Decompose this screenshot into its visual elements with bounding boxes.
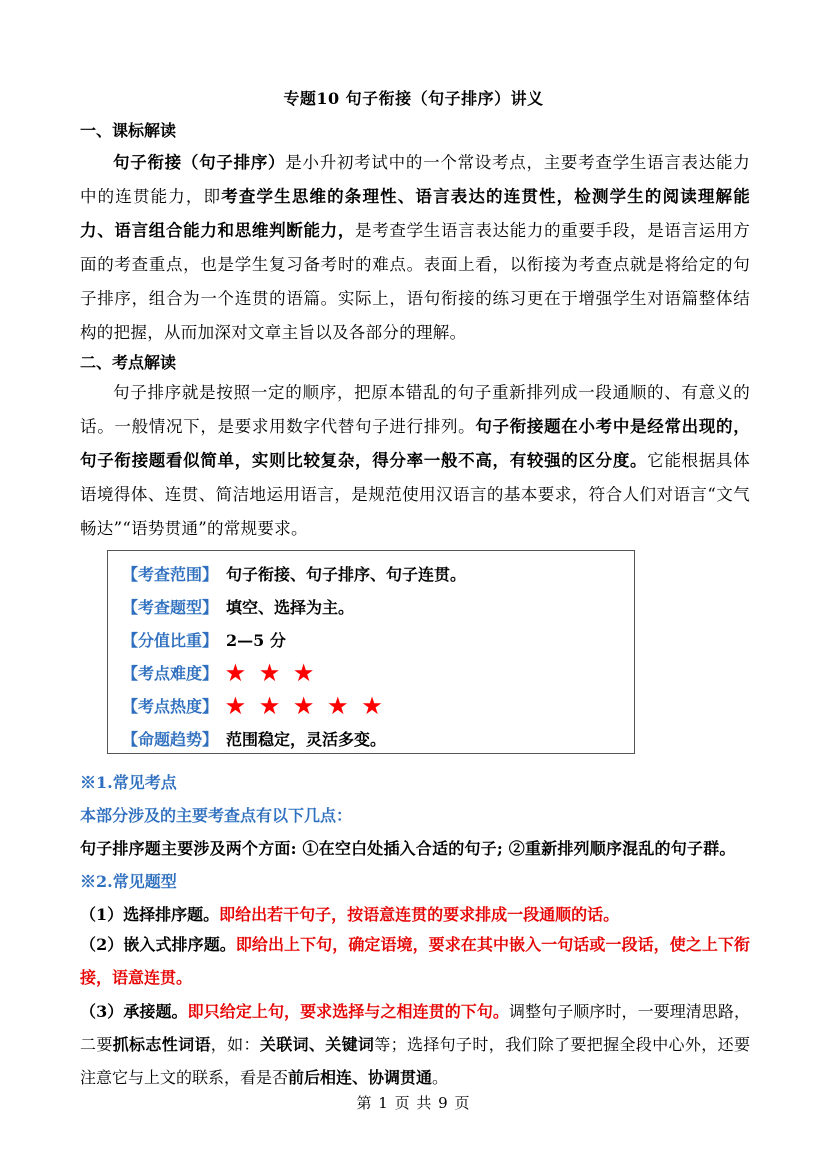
box-row-difficulty xyxy=(122,660,317,684)
type-item-2-desc: 即给出上下句，确定语境，要求在其中嵌入一句话或一段话，使之上下衔接，语意连贯。 xyxy=(80,935,750,987)
type-item-3-label: （3）承接题。 xyxy=(80,1002,188,1021)
common-points-text: 句子排序题主要涉及两个方面: ①在空白处插入合适的句子; ②重新排列顺序混乱的句子群。 xyxy=(80,839,736,858)
section2-paragraph xyxy=(80,376,750,546)
type-item-1 xyxy=(80,902,619,925)
box-label-difficulty: 【考点难度】 xyxy=(122,663,219,683)
type-item-3-text-3: 等；选择句子时，我们除了要把握全段中心外，还要注意它与上文的联系，看是否 xyxy=(80,1035,750,1087)
type-item-3-text-1: 调整句子顺序时，一要理清思路，二要 xyxy=(80,1002,750,1054)
section2-text-2: 它能根据具体语境得体、连贯、简洁地运用语言，是规范使用汉语言的基本要求，符合人们对语言“文气畅达”“语势贯通”的常规要求。 xyxy=(80,451,750,538)
document-title: 专题10 句子衔接（句子排序）讲义 xyxy=(283,89,544,108)
box-label-score: 【分值比重】 xyxy=(122,630,219,650)
box-row-scope xyxy=(122,561,466,585)
box-value-trend: 范围稳定，灵活多变。 xyxy=(226,729,387,749)
type-item-3 xyxy=(80,995,750,1094)
section2-text-1: 句子排序就是按照一定的顺序，把原本错乱的句子重新排列成一段通顺的、有意义的话。一般情况下，是要求用数字代替句子进行排列。 xyxy=(80,383,750,436)
box-value-scope: 句子衔接、句子排序、句子连贯。 xyxy=(226,564,467,584)
section2-heading: 二、考点解读 xyxy=(80,353,177,372)
type-item-2 xyxy=(80,928,750,994)
exam-info-box xyxy=(107,550,635,754)
section1-heading: 一、课标解读 xyxy=(80,121,177,140)
box-label-type: 【考查题型】 xyxy=(122,597,219,617)
box-label-heat: 【考点热度】 xyxy=(122,696,219,716)
box-row-score xyxy=(122,627,286,651)
box-row-trend xyxy=(122,726,386,750)
section1-text-1: 是小升初考试中的一个常设考点，主要考查学生语言表达能力中的连贯能力，即 xyxy=(80,153,750,206)
box-value-type: 填空、选择为主。 xyxy=(226,597,355,617)
common-points-intro: 本部分涉及的主要考查点有以下几点： xyxy=(80,806,353,825)
common-points-heading: ※1.常见考点 xyxy=(80,773,177,792)
type-item-2-label: （2）嵌入式排序题。 xyxy=(80,935,236,954)
section1-paragraph xyxy=(80,146,750,350)
difficulty-star-icons: ★ ★ ★ xyxy=(226,659,318,685)
box-label-trend: 【命题趋势】 xyxy=(122,729,219,749)
page-footer: 第 1 页 共 9 页 xyxy=(356,1094,471,1112)
box-row-heat xyxy=(122,693,385,717)
section1-text-2: 是考查学生语言表达能力的重要手段，是语言运用方面的考查重点，也是学生复习备考时的难点。表面上看，以衔接为考查点就是将给定的句子排序，组合为一个连贯的语篇。实际上，语句衔接的练习更在于增强学生对语篇整体结构的把握，从而加深对文章主旨以及各部分的理解。 xyxy=(80,221,750,342)
section1-bold-abilities: 考查学生思维的条理性、语言表达的连贯性，检测学生的阅读理解能力、语言组合能力和思维判断能力， xyxy=(80,187,750,240)
common-types-heading: ※2.常见题型 xyxy=(80,872,177,891)
type-item-3-bold-2: 关联词、关键词 xyxy=(259,1035,375,1054)
box-label-scope: 【考查范围】 xyxy=(122,564,219,584)
type-item-3-bold-1: 抓标志性词语 xyxy=(112,1035,211,1054)
type-item-3-text-4: 。 xyxy=(432,1068,449,1087)
type-item-1-label: （1）选择排序题。 xyxy=(80,905,220,924)
type-item-3-bold-3: 前后相连、协调贯通 xyxy=(288,1068,433,1087)
section1-bold-term: 句子衔接（句子排序） xyxy=(113,153,286,172)
box-row-type xyxy=(122,594,354,618)
type-item-1-desc: 即给出若干句子，按语意连贯的要求排成一段通顺的话。 xyxy=(219,905,620,924)
type-item-3-desc: 即只给定上句，要求选择与之相连贯的下句。 xyxy=(187,1002,510,1021)
section2-bold: 句子衔接题在小考中是经常出现的，句子衔接题看似简单，实则比较复杂，得分率一般不高，有较强的区分度。 xyxy=(80,417,750,470)
heat-star-icons: ★ ★ ★ ★ ★ xyxy=(226,692,386,718)
box-value-score: 2—5 分 xyxy=(226,630,286,650)
type-item-3-text-2: ，如： xyxy=(210,1035,260,1054)
